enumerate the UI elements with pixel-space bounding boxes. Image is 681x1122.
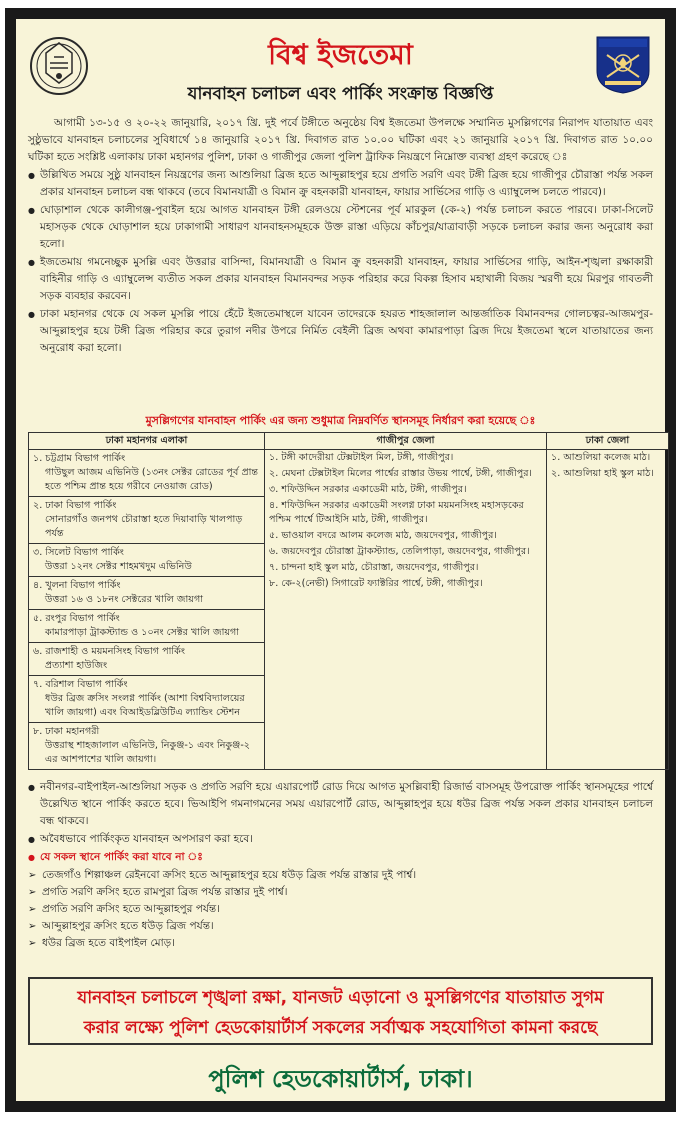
list-item: ৩. শফিউদ্দিন সরকার একাডেমী মাঠ, টঙ্গী, গাজীপুর। (269, 484, 467, 495)
no-parking-item: ➢ প্রগতি সরণি ক্রসিং হতে রামপুরা ব্রিজ পর্যন্ত রাস্তার দুই পার্শ্ব। (28, 884, 653, 901)
intro-paragraph: আগামী ১৩-১৫ ও ২০-২২ জানুয়ারি, ২০১৭ খ্রি. দুই পর্বে টঙ্গীতে অনুষ্ঠেয় বিশ্ব ইজতেমা উপলক্ষে সম্মানিত মুসল্লিগণের নিরাপদ যাতায়াত এবং সুষ্ঠুভাবে যানবাহন চলাচলের সুবিধার্থে ১৪ জানুয়ারি ২০১৭ খ্রি. দিবাগত রাত ১০.০০ ঘটিকা এবং ২১ জানুয়ারি ২০১৭ খ্রি. দিবাগত রাত ১০.০০ ঘটিকা হতে সংশ্লিষ্ট এলাকায় ঢাকা মহানগর পুলিশ, ঢাকা ও গাজীপুর জেলা পুলিশ ট্রাফিক নিয়ন্ত্রণে নিম্নোক্ত ব্যবস্থা গ্রহণ করেছে ঃ (28, 117, 653, 163)
instruction-item: ● অবৈধভাবে পার্কিংকৃত যানবাহন অপসারণ করা হবে। (28, 831, 653, 848)
list-item: ৮. কে-২(নেভী) সিগারেট ফ্যাক্টরির পার্শ্বে, টঙ্গী, গাজীপুর। (269, 578, 483, 589)
list-item: ১. আশুলিয়া কলেজ মাঠ। (551, 452, 651, 463)
parking-table (28, 432, 669, 770)
additional-instructions (28, 779, 653, 952)
parking-area-item (29, 610, 264, 643)
list-item: ৫. ভাওয়াল বদরে আলম কলেজ মাঠ, জয়দেবপুর, গাজীপুর। (269, 530, 497, 541)
no-parking-item: ➢ আব্দুল্লাহপুর ক্রসিং হতে ধউড় ব্রিজ পর্যন্ত। (28, 918, 653, 935)
parking-area-item (29, 497, 264, 544)
parking-heading: মুসল্লিগণের যানবাহন পার্কিং এর জন্য শুধুমাত্র নিম্নবর্ণিত স্থানসমূহ নির্ধারণ করা হয়েছে ঃ (145, 414, 536, 427)
column-header-gazipur: গাজীপুর জেলা (265, 433, 547, 450)
parking-area-item (29, 723, 264, 769)
list-item: ৪. শফিউদ্দিন সরকার একাডেমী সংলগ্ন ঢাকা ময়মনসিংহ মহাসড়কের পশ্চিম পার্শ্বে টিআইসি মাঠ, টঙ্গী, গাজীপুর। (269, 500, 524, 525)
parking-area-title: ৩. সিলেট বিভাগ পার্কিং (33, 547, 124, 558)
instruction-list (28, 167, 653, 358)
parking-area-detail: প্রত্যাশা হাউজিং (45, 660, 108, 671)
parking-area-title: ৫. রংপুর বিভাগ পার্কিং (33, 613, 120, 624)
list-item: ২. মেঘনা টেক্সটাইল মিলের পার্শ্বের রাস্তার উভয় পার্শ্বে, টঙ্গী, গাজীপুর। (269, 468, 532, 479)
no-parking-heading: ● যে সকল স্থানে পার্কিং করা যাবে না ঃ (28, 849, 653, 866)
banner-line: যানবাহন চলাচলে শৃঙ্খলা রক্ষা, যানজট এড়ানো ও মুসল্লিগণের যাতায়াত সুগম (77, 988, 604, 1008)
parking-area-item (29, 577, 264, 610)
list-item: ৬. জয়দেবপুর চৌরাস্তা ট্রাকস্ট্যান্ড, তেলিপাড়া, জয়দেবপুর, গাজীপুর। (269, 546, 530, 557)
list-item: ৭. চান্দনা হাই স্কুল মাঠ, চৌরাস্তা, জয়দেবপুর, গাজীপুর। (269, 562, 479, 573)
parking-area-title: ৪. খুলনা বিভাগ পার্কিং (33, 580, 121, 591)
gazipur-column (265, 450, 547, 770)
parking-area-title: ১. চট্টগ্রাম বিভাগ পার্কিং (33, 453, 126, 464)
parking-area-detail: কামারপাড়া ট্রাকস্ট্যান্ড ও ১০নং সেক্টর খালি জায়গা (45, 627, 240, 638)
page-title: বিশ্ব ইজতেমা (268, 38, 413, 71)
notice-content (16, 19, 665, 1101)
instruction-item: ● ঘোড়াশাল থেকে কালীগঞ্জ-পুবাইল হয়ে আগত যানবাহন টঙ্গী রেলওয়ে স্টেশনের পূর্ব মারকুল (কে-২) পর্যন্ত চলাচল করতে পারবে। ঢাকা-সিলেট মহাসড়ক থেকে ঘোড়াশাল হয়ে ঢাকাগামী সাধারণ যানবাহনসমূহকে উক্ত রাস্তা এড়িয়ে কাঁচপুর/যাত্রাবাড়ী সড়কে চলাচল করার জন্য অনুরোধ করা হলো। (28, 202, 653, 253)
parking-area-title: ৬. রাজশাহী ও ময়মনসিংহ বিভাগ পার্কিং (33, 646, 185, 657)
parking-area-item (29, 544, 264, 577)
instruction-item: ● উল্লিখিত সময়ে সুষ্ঠু যানবাহন নিয়ন্ত্রণের জন্য আশুলিয়া ব্রিজ হতে আব্দুল্লাহপুর হয়ে প্রগতি সরণি এবং টঙ্গী ব্রিজ হয়ে গাজীপুর চৌরাস্তা পর্যন্ত সকল প্রকার যানবাহন চলাচল বন্ধ থাকবে (তবে বিমানযাত্রী ও বিমান ক্রু বহনকারী যানবাহন, ফায়ার সার্ভিসের গাড়ি ও এ্যাম্বুলেন্স চলতে পারবে)। (28, 167, 653, 201)
dhaka-district-column (547, 450, 669, 770)
signature: পুলিশ হেডকোয়ার্টার্স, ঢাকা। (208, 1065, 473, 1093)
parking-area-detail: উত্তরাস্থ শাহজালাল এভিনিউ, নিকুঞ্জ-১ এবং নিকুঞ্জ-২ এর আশপাশের খালি জায়গা। (45, 740, 251, 765)
notice-frame (5, 8, 676, 1112)
list-item: ১. টঙ্গী কাদেরীয়া টেক্সটাইল মিল, টঙ্গী, গাজীপুর। (269, 452, 454, 463)
column-header-dhaka-metro: ঢাকা মহানগর এলাকা (29, 433, 265, 450)
table-header-row (29, 433, 669, 450)
parking-area-item (29, 643, 264, 676)
parking-area-detail: উত্তরা ১৬ ও ১৮নং সেক্টরের খালি জায়গা (45, 594, 204, 605)
parking-area-title: ৮. ঢাকা মহানগরী (33, 726, 100, 737)
parking-area-item (29, 450, 264, 497)
parking-area-detail: সোনারগাঁও জনপথ চৌরাস্তা হতে দিয়াবাড়ি খালপাড় পর্যন্ত (45, 514, 243, 539)
parking-area-detail: উত্তরা ১২নং সেক্টর শাহমখদুম এভিনিউ (45, 561, 192, 572)
parking-area-title: ৭. বরিশাল বিভাগ পার্কিং (33, 679, 128, 690)
instruction-item: ● নবীনগর-বাইপাইল-আশুলিয়া সড়ক ও প্রগতি সরণি হয়ে এয়ারপোর্ট রোড দিয়ে আগত মুসল্লিবাহী রিজার্ভ বাসসমূহ উপরোক্ত পার্কিং স্থানসমূহের পার্শ্বে উল্লেখিত স্থানে পার্কিং করতে হবে। ভিআইপি গমনাগমনের সময় এয়ারপোর্ট রোড, আব্দুল্লাহপুর হয়ে ধউর ব্রিজ পর্যন্ত সকল প্রকার যানবাহন চলাচল বন্ধ থাকবে। (28, 779, 653, 830)
parking-area-detail: ধউর ব্রিজ ক্রসিং সংলগ্ন পার্কিং (আশা বিশ্ববিদ্যালয়ের খালি জায়গা) এবং বিআইডব্লিউটিএ ল্যান্ডিং স্টেশন (45, 693, 245, 718)
dhaka-metro-column (29, 450, 265, 770)
banner-line: করার লক্ষ্যে পুলিশ হেডকোয়ার্টার্স সকলের সর্বাত্মক সহযোগিতা কামনা করছে (83, 1018, 598, 1038)
cooperation-banner (28, 977, 653, 1045)
list-item: ২. আশুলিয়া হাই স্কুল মাঠ। (551, 468, 654, 479)
page-subtitle: যানবাহন চলাচল এবং পার্কিং সংক্রান্ত বিজ্ঞপ্তি (187, 84, 494, 104)
no-parking-item: ➢ প্রগতি সরণি ক্রসিং হতে আব্দুল্লাহপুর পর্যন্ত। (28, 901, 653, 918)
parking-area-detail: গাউছুল আজম এভিনিউ (১৩নং সেক্টর রোডের পূর্ব প্রান্ত হতে পশ্চিম প্রান্ত হয়ে গরীবে নেওয়াজ রোড) (45, 467, 258, 492)
parking-area-item (29, 676, 264, 723)
table-row (29, 450, 669, 770)
instruction-item: ● ইজতেমায় গমনেচ্ছুক মুসল্লি এবং উত্তরার বাসিন্দা, বিমানযাত্রী ও বিমান ক্রু বহনকারী যানবাহন, ফায়ার সার্ভিসের গাড়ি, আইন-শৃঙ্খলা রক্ষাকারী বাহিনীর গাড়ি ও এ্যাম্বুলেন্স ব্যতীত সকল প্রকার যানবাহন বিমানবন্দর সড়ক পরিহার করে বিকল্প হিসাব মহাখালী বিজয় স্মরণী হয়ে মিরপুর গাবতলী সড়ক ব্যবহার করবেন। (28, 254, 653, 305)
column-header-dhaka-district: ঢাকা জেলা (547, 433, 669, 450)
instruction-item: ● ঢাকা মহানগর থেকে যে সকল মুসল্লি পায়ে হেঁটে ইজতেমাস্থলে যাবেন তাদেরকে হযরত শাহজালাল আন্তর্জাতিক বিমানবন্দর গোলচত্বর-আজমপুর-আব্দুল্লাহপুর হয়ে টঙ্গী ব্রিজ পরিহার করে তুরাগ নদীর উপরে নির্মিত বেইলী ব্রিজ অথবা কামারপাড়া ব্রিজ দিয়ে ইজতেমা স্থলে যাতায়াতের জন্য অনুরোধ করা হলো। (28, 306, 653, 357)
no-parking-item: ➢ ধউর ব্রিজ হতে বাইপাইল মোড়। (28, 935, 653, 952)
parking-area-title: ২. ঢাকা বিভাগ পার্কিং (33, 500, 117, 511)
no-parking-item: ➢ তেজগাঁও শিল্পাঞ্চল রেইনবো ক্রসিং হতে আব্দুল্লাহপুর হয়ে ধউড় ব্রিজ পর্যন্ত রাস্তার দুই পার্শ্ব। (28, 867, 653, 884)
